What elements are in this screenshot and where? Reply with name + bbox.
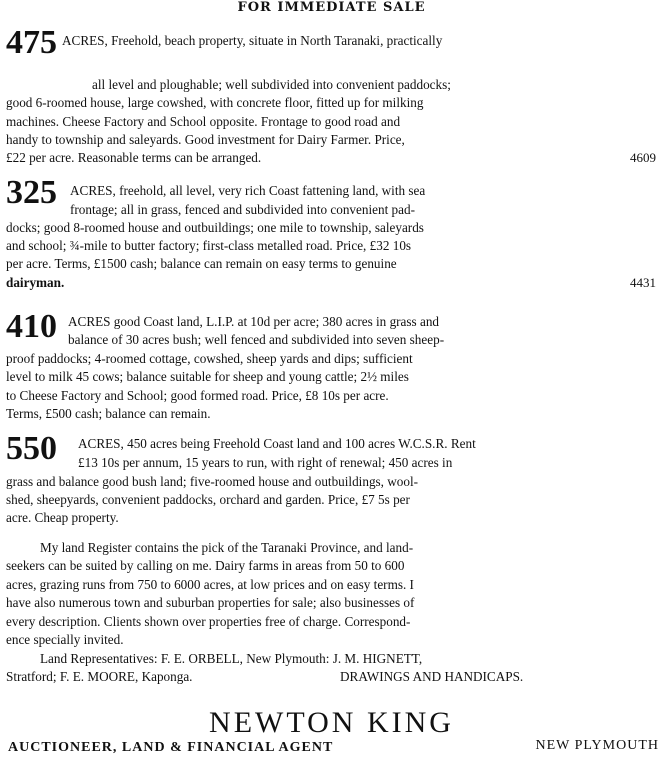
acreage-number: 410 — [6, 308, 57, 345]
sale-header: FOR IMMEDIATE SALE — [237, 0, 426, 15]
agent-location: NEW PLYMOUTH — [535, 738, 659, 753]
listing-410 — [6, 310, 660, 436]
agent-title: AUCTIONEER, LAND & FINANCIAL AGENT — [8, 740, 334, 755]
listing-475 — [6, 26, 660, 176]
listing-line: all level and ploughable; well subdivided into convenient paddocks; — [92, 77, 451, 92]
reference-number: 4609 — [630, 150, 656, 165]
listing-line: shed, sheepyards, convenient paddocks, orchard and garden. Price, £7 5s per — [6, 492, 410, 507]
reference-number: 4431 — [630, 275, 656, 290]
listing-line: docks; good 8-roomed house and outbuildings; one mile to township, saleyards — [6, 220, 424, 235]
listing-line: level to milk 45 cows; balance suitable for sheep and young cattle; 2½ miles — [6, 369, 409, 384]
listing-line: ACRES, 450 acres being Freehold Coast land and 100 acres W.C.S.R. Rent — [78, 436, 476, 451]
listing-line: ACRES good Coast land, L.I.P. at 10d per acre; 380 acres in grass and — [68, 314, 440, 329]
paragraph-line: have also numerous town and suburban properties for sale; also businesses of — [6, 595, 415, 610]
acreage-number: 325 — [6, 174, 57, 211]
paragraph-line: every description. Clients shown over properties free of charge. Correspond- — [6, 614, 411, 629]
listing-325 — [6, 176, 660, 306]
listing-line: proof paddocks; 4-roomed cottage, cowshed, sheep yards and dips; sufficient — [6, 351, 413, 366]
paragraph-line: acres, grazing runs from 750 to 6000 acres, at low prices and on easy terms. I — [6, 577, 414, 592]
representatives-line: Land Representatives: F. E. ORBELL, New Plymouth: J. M. HIGNETT, — [40, 651, 423, 666]
listing-line: dairyman. — [6, 275, 65, 290]
agent-name: NEWTON KING — [209, 706, 454, 739]
listing-line: good 6-roomed house, large cowshed, with concrete floor, fitted up for milking — [6, 95, 424, 110]
paragraph-line: ence specially invited. — [6, 632, 124, 647]
listing-line: ACRES, Freehold, beach property, situate in North Taranaki, practically — [62, 33, 443, 48]
listing-line: balance of 30 acres bush; well fenced and subdivided into seven sheep- — [68, 332, 445, 347]
representatives-line: Stratford; F. E. MOORE, Kaponga. — [6, 669, 193, 684]
listing-line: handy to township and saleyards. Good investment for Dairy Farmer. Price, — [6, 132, 405, 147]
listing-line: machines. Cheese Factory and School opposite. Frontage to good road and — [6, 114, 401, 129]
acreage-number: 475 — [6, 24, 57, 61]
listing-line: £22 per acre. Reasonable terms can be arranged. — [6, 150, 262, 165]
acreage-number: 550 — [6, 430, 57, 467]
drawings-notice: DRAWINGS AND HANDICAPS. — [340, 669, 524, 684]
paragraph-line: seekers can be suited by calling on me. Dairy farms in areas from 50 to 600 — [6, 558, 405, 573]
listing-line: to Cheese Factory and School; good formed road. Price, £8 10s per acre. — [6, 388, 389, 403]
listing-line: Terms, £500 cash; balance can remain. — [6, 406, 211, 421]
listing-line: £13 10s per annum, 15 years to run, with right of renewal; 450 acres in — [78, 455, 453, 470]
listing-550 — [6, 432, 660, 542]
paragraph-line: My land Register contains the pick of the Taranaki Province, and land- — [40, 540, 414, 555]
listing-line: grass and balance good bush land; five-roomed house and outbuildings, wool- — [6, 474, 419, 489]
listing-line: acre. Cheap property. — [6, 510, 119, 525]
listing-line: per acre. Terms, £1500 cash; balance can remain on easy terms to genuine — [6, 256, 397, 271]
listing-line: and school; ¾-mile to butter factory; first-class metalled road. Price, £32 10s — [6, 238, 412, 253]
listing-line: ACRES, freehold, all level, very rich Coast fattening land, with sea — [70, 183, 426, 198]
listing-line: frontage; all in grass, fenced and subdivided into convenient pad- — [70, 202, 415, 217]
closing-paragraph — [6, 540, 660, 700]
